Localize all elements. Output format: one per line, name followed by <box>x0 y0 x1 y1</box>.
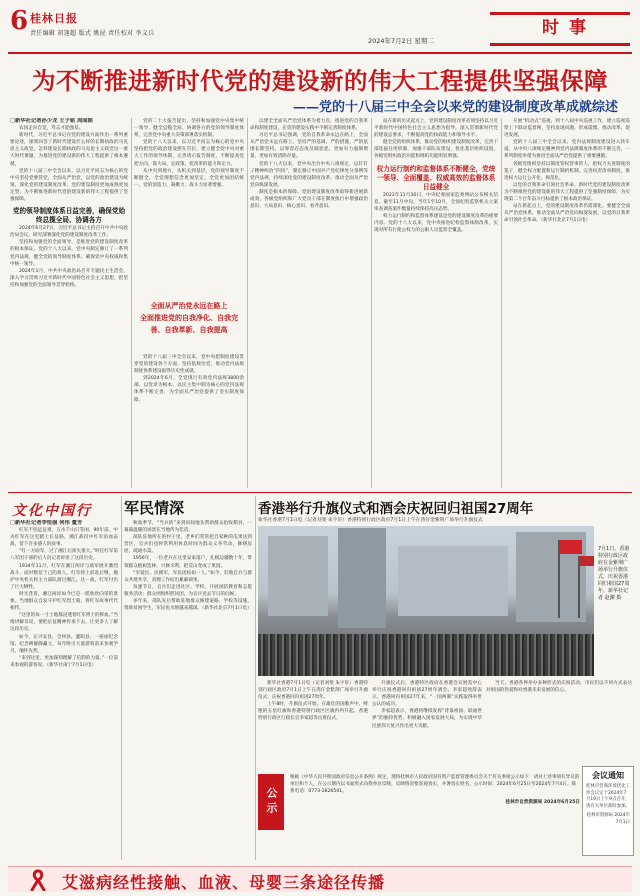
hk-paragraph: 上午8时，升旗仪式开始。在雄壮的国歌声中，鲜艳的五星红旗和香港特别行政区区旗冉冉升起。香港特别行政区行政长官李家超等出席仪式。 <box>258 702 368 722</box>
hk-paragraph: 当天，香港各界举办多种形式的庆祝活动，市民们以不同方式表达对祖国的热爱和对香港未来发展的信心。 <box>486 681 632 694</box>
lead-column-3 <box>250 118 368 488</box>
building <box>268 536 328 616</box>
editor-credits: 责任编辑 胡逢超 版式 姚昆 责任校对 李义兵 <box>30 30 155 37</box>
lead-paragraph: 权力运行制约和监督体系建设是党的建设制度改革的重要内容。党的十八大以来，党中央推进纪检监察体制改革，实现对所有行使公权力的公职人员监察全覆盖。 <box>374 213 498 234</box>
lead-paragraph: 以党的自我革命引领社会革命，新时代党的建设制度改革为不断推进党的建设新的伟大工程提供了坚强制度保障，为实现第二个百年奋斗目标提供了根本政治保证。 <box>504 182 630 203</box>
lead-paragraph: 2024年6月27日，习近平总书记主持召开中共中央政治局会议，研究部署深化党的建设制度改革工作。 <box>10 226 128 239</box>
notice-footer: 桂林市自然资源局 2024年6月25日 <box>505 800 580 805</box>
section-divider <box>8 492 632 493</box>
column-divider <box>247 118 248 488</box>
lead-pull-quote <box>134 300 244 350</box>
lead-paragraph: 党的十八届三中全会以来，党内法规制度建设进入快车道。从中央八项规定精神到党内法规制度体系的不断完善，一系列制度举措为推进全面从严治党提供了重要遵循。 <box>504 140 630 160</box>
notice-label: 公示 <box>258 774 284 830</box>
military-paragraph: 多年来，部队先后帮助驻地群众修建道路、学校等设施，资助贫困学生，军民鱼水情越来越深。（新华社北京7月1日电） <box>124 599 252 612</box>
lead-paragraph: 2023年11月30日，中央纪委国家监委网站公布相关信息，截至11月中旬，当年1至10月，全国纪检监察机关立案审查调查案件数量持续保持高压态势。 <box>374 192 498 212</box>
hk-article-col-2 <box>372 680 482 770</box>
meeting-notice-text: 桂林市营商环境优化工作会议定于2024年7月19日上午9点召开，请有关单位准时参加。 <box>586 784 630 809</box>
lead-paragraph: 党的十八大以来，党中央出台中央八项规定，以钉钉子精神纠治“四风”，制定修订中国共产党纪律处分条例等党内法规，持续深化党的建设制度改革，推动全面从严治党向纵深发展。 <box>250 161 368 188</box>
meeting-notice-title: 会议通知 <box>592 771 624 780</box>
page-number: 6 <box>10 6 29 36</box>
column-divider <box>121 496 122 860</box>
national-flag <box>560 540 582 554</box>
culture-section-title: 文化中国行 <box>12 503 92 519</box>
red-ribbon-icon <box>28 869 48 891</box>
lead-column-5 <box>504 118 630 488</box>
lead-paragraph: 开展“机动式”巡视，到十八届中央巡视工作，建立巡视巡察上下联动监督网，坚持发现问题、形成震慑，推动改革、促进发展。 <box>504 119 630 139</box>
building <box>338 528 386 628</box>
culture-paragraph: 如今，在兴安县、全州县、灌阳县，一座座纪念馆、纪念碑静静矗立，每年吸引大量游客前来参观学习，缅怀先烈。 <box>10 634 118 654</box>
military-article-title: 军民情深 <box>124 499 185 517</box>
publication-date: 2024年7月2日 星期二 <box>368 37 434 45</box>
lead-paragraph: 习近平总书记强调，党的自我革命永远在路上，全面从严治党永远在路上。坚持严的基调、严的措施、严的氛围长期坚持，以零容忍态度反腐惩恶，更加有力遏制增量，更加有效清除存量。 <box>250 133 368 160</box>
lead-subheadline: ——党的十八届三中全会以来党的建设制度改革成就综述 <box>292 100 618 115</box>
lead-column-1 <box>10 118 128 488</box>
military-article <box>124 520 252 860</box>
hk-article-col-1 <box>258 680 368 770</box>
lead-column-4 <box>374 118 498 488</box>
column-divider <box>131 118 132 488</box>
hk-article-title: 香港举行升旗仪式和酒会庆祝回归祖国27周年 <box>258 501 534 517</box>
lead-section-heading: 党的领导制度体系日益完善，确保党始终总揽全局、协调各方 <box>12 207 126 225</box>
hk-article-lede: 新华社香港7月1日电（记者刘斐 朱宇轩）香港特别行政区政府7月1日上午在湾仔金紫荆广场举行升旗仪式 <box>258 518 483 523</box>
regional-flag <box>580 556 594 566</box>
lead-paragraph: 农园走向自觉，笃志才能强基。 <box>19 126 84 132</box>
culture-paragraph: 1934年11月，红军在湘江两岸与敌军展开激烈战斗，面对数倍于己的敌人，红军将士前赴后继，掩护中央机关和主力部队渡过湘江。这一战，红军付出了巨大牺牲。 <box>10 563 118 590</box>
lead-paragraph: 党的二十大报告提出，坚持和加强党中央集中统一领导，健全总揽全局、协调各方的党的领导制度体系，完善党中央重大决策部署落实机制。 <box>134 119 244 139</box>
paper-name: 桂林日报 <box>30 12 78 25</box>
military-paragraph: 秋收季节，“当兵的”来到田间地头帮助群众抢收稻谷，一幕幕温暖的场景在当地传为佳话。 <box>124 521 252 534</box>
lead-paragraph: 到2024年6月，全党现行有效党内法规3800余部，以党章为根本、以民主集中制为核心的党内法规体系不断完善，为全面从严治党提供了坚实制度保障。 <box>134 376 244 403</box>
lead-section-heading: 权力运行制约和监督体系不断健全，党统一领导、全面覆盖、权威高效的监督体系日益健全 <box>376 164 496 191</box>
military-paragraph: “军爱民、民拥军，军民团结如一人。”如今，驻地官兵与群众共建共享，双拥工作结出累累硕果。 <box>124 570 252 583</box>
culture-paragraph: “来到这里，更加深刻理解了信仰的力量。”一位前来参观的游客说。（新华社南宁7月1日电） <box>10 655 118 668</box>
lead-headline: 为不断推进新时代党的建设新的伟大工程提供坚强保障 <box>32 67 608 95</box>
lead-paragraph: 坚持和加强党的全面领导，是推进党的建设制度改革的根本保证。党的十八大以来，党中央制定修订了一系列党内法规，健全党的领导制度体系，确保党中央权威和集中统一领导。 <box>10 240 128 267</box>
hk-flag-ceremony-photo <box>258 526 594 676</box>
public-health-banner <box>8 866 632 892</box>
military-paragraph: 部队驻地所在的村子里，老乡们常常把自家种的瓜果送到营区，官兵们也时常利用休息时间为群众义务劳动，修缮房屋、疏通水渠。 <box>124 535 252 555</box>
hk-paragraph: 升旗仪式后，香港特区政府在香港会议展览中心举行庆祝香港回归祖国27周年酒会。李家超致辞表示，香港回归祖国27年来，“一国两制”实践取得举世公认的成功。 <box>372 681 482 708</box>
meeting-notice <box>582 766 634 856</box>
lead-paragraph: 健全党的组织体系，推动党的组织建设制度改革，完善干部选拔任用机制，加强干部队伍建设，优化基层组织设置，各级党组织政治功能和组织功能明显增强。 <box>374 140 498 160</box>
lead-paragraph: 站在新的历史起点上，党的建设制度改革必须坚持以习近平新时代中国特色社会主义思想为指导，深入贯彻新时代党的建设总要求，不断提高党的执政能力和领导水平。 <box>374 119 498 139</box>
pull-quote-line: 全面推进党的自我净化、自我完 <box>140 314 238 322</box>
pull-quote-line: 善、自我革新、自我提高 <box>150 326 228 334</box>
culture-article <box>10 520 118 860</box>
crowd <box>258 634 594 676</box>
lead-paragraph: 站在新起点上，党的建设制度改革仍需深化。要健全全面从严治党体系，推动全面从严治党向纵深发展，以党的自我革命引领社会革命。（新华社北京7月1日电） <box>504 204 630 224</box>
column-divider <box>255 496 256 860</box>
masthead-rule <box>8 52 632 54</box>
lead-paragraph: 以建全全面从严治党体系为着力点，推进党的自我革命和制度建设，在党的建设实践中不断完善制度体系。 <box>250 119 368 132</box>
culture-paragraph: “红一方面军，过了湘江后损失很大。”时任红军第八军团干部的后人向记者讲述了这段历史。 <box>10 549 118 562</box>
culture-paragraph: “这里的每一寸土地都浸透着红军将士的鲜血。”当地讲解员说，要把长征精神传承下去，让更多人了解这段历史。 <box>10 613 118 633</box>
lead-paragraph: 党的十八大以来，以习近平同志为核心的党中央坚持把党的政治建设摆在首位，建立健全党中央对重大工作的领导体制，完善请示报告制度，不断提高党把方向、谋大局、定政策、促改革的能力和定力。 <box>134 140 244 167</box>
culture-paragraph: 红军不怕远征难，万水千山只等闲。90年前，中央红军在这里踏上长征路，湘江战役中红军浴血奋战，留下许多感人的故事。 <box>10 528 118 548</box>
lead-paragraph: 党的十八届三中全会以来，党中央把制度建设贯穿党的建设各个方面，坚持依规治党，推动党内法规制度体系建设取得历史性成就。 <box>134 355 244 375</box>
lead-column-2 <box>134 118 244 298</box>
hk-article-col-3 <box>486 680 632 762</box>
military-paragraph: 每逢节日，官兵们走进社区、学校，开展国防教育和志愿服务活动；群众则组织慰问团，为官兵送去节日的问候。 <box>124 584 252 597</box>
lead-paragraph: 2024年1月，中共中央政治局召开专题民主生活会，深入学习贯彻习近平新时代中国特色社会主义思想，把坚持和加强党的全面领导贯穿始终。 <box>10 268 128 288</box>
pull-quote-line: 全面从严治党永远在路上 <box>150 302 228 310</box>
lead-paragraph: 各级党组织坚持以制度管权管事管人，把权力关进制度的笼子，健全权力配置和运行制约机制，完善权责清单制度，推进权力运行公开化、规范化。 <box>504 161 630 181</box>
lead-paragraph: 从中央到地方，从机关到基层，党的领导制度不断健全，全党理想信念更加坚定，全党更加团结统一，党的创造力、凝聚力、战斗力显著增强。 <box>134 168 244 188</box>
public-notice <box>290 774 580 840</box>
building <box>398 546 508 616</box>
lead-column-2b <box>134 354 244 488</box>
lead-paragraph: 新时代，习近平总书记在党的建设方面作出一系列重要论述，深刻回答了新时代建设什么样的长期执政的马克思主义政党、怎样建设长期执政的马克思主义政党这一重大时代课题，为推进党的建设新的伟大工程提供了根本遵循。 <box>10 133 128 167</box>
lead-byline: □新华社记者孙少龙 王子铭 周闻韬 <box>10 118 93 124</box>
masthead <box>8 6 632 52</box>
lead-paragraph: 党的十八届三中全会以来，以习近平同志为核心的党中央坚持党要管党、全面从严治党，以党的政治建设为统领，深化党的建设制度改革，党的建设制度更加成熟更加定型，为不断推进新时代党的建设新的伟大工程提供了坚强保障。 <box>10 168 128 203</box>
military-paragraph: 1956年，一位老兵在这里安家落户，扎根边疆数十年，带领群众植树造林、兴修水利，把荒山变成了果园。 <box>124 556 252 569</box>
lead-paragraph: 制度是根本的保障。党的建设制度改革取得新进展新成效，各级党组织和广大党员干部在制度执行中增强政治意识、大局意识、核心意识、看齐意识。 <box>250 189 368 210</box>
hk-paragraph: 李家超表示，香港将继续发挥“背靠祖国、联通世界”的独特优势，积极融入国家发展大局，为实现中华民族伟大复兴作出更大贡献。 <box>372 709 482 729</box>
banner-text: 艾滋病经性接触、血液、母婴三条途径传播 <box>62 873 386 892</box>
hk-paragraph: 新华社香港7月1日电（记者刘斐 朱宇轩）香港特别行政区政府7月1日上午在湾仔金紫荆广场举行升旗仪式，庆祝香港回归祖国27周年。 <box>258 681 368 701</box>
culture-paragraph: 时光荏苒，湘江两岸如今已是一派欣欣向荣的景象。当地群众自发守护红军烈士墓，将红军故事代代相传。 <box>10 591 118 612</box>
photo-caption: 7月1日，香港特别行政区政府在金紫荆广场举行升旗仪式，庆祝香港回归祖国27周年。新华社记者 赵渊 摄 <box>598 546 630 601</box>
meeting-notice-footer: 桂林市资源局 2024年7月1日 <box>586 813 630 825</box>
notice-text: 根据《中华人民共和国政府信息公开条例》规定，现将桂林市人民政府国有资产监督管理委员会关于有关事项公示如下：请对上述事项有异议的单位和个人，在公示期内以书面形式向我单位反映，反映情况要客观真实，并署真实姓名。公示时间：2024年6月25日至2024年7月4日。联系电话：0773-2826501。 <box>290 775 580 794</box>
section-title: 时事 <box>542 18 596 38</box>
column-divider <box>371 118 372 488</box>
column-divider <box>501 118 502 488</box>
culture-byline: □新华社记者李恒强 何伟 董芳 <box>10 520 83 526</box>
